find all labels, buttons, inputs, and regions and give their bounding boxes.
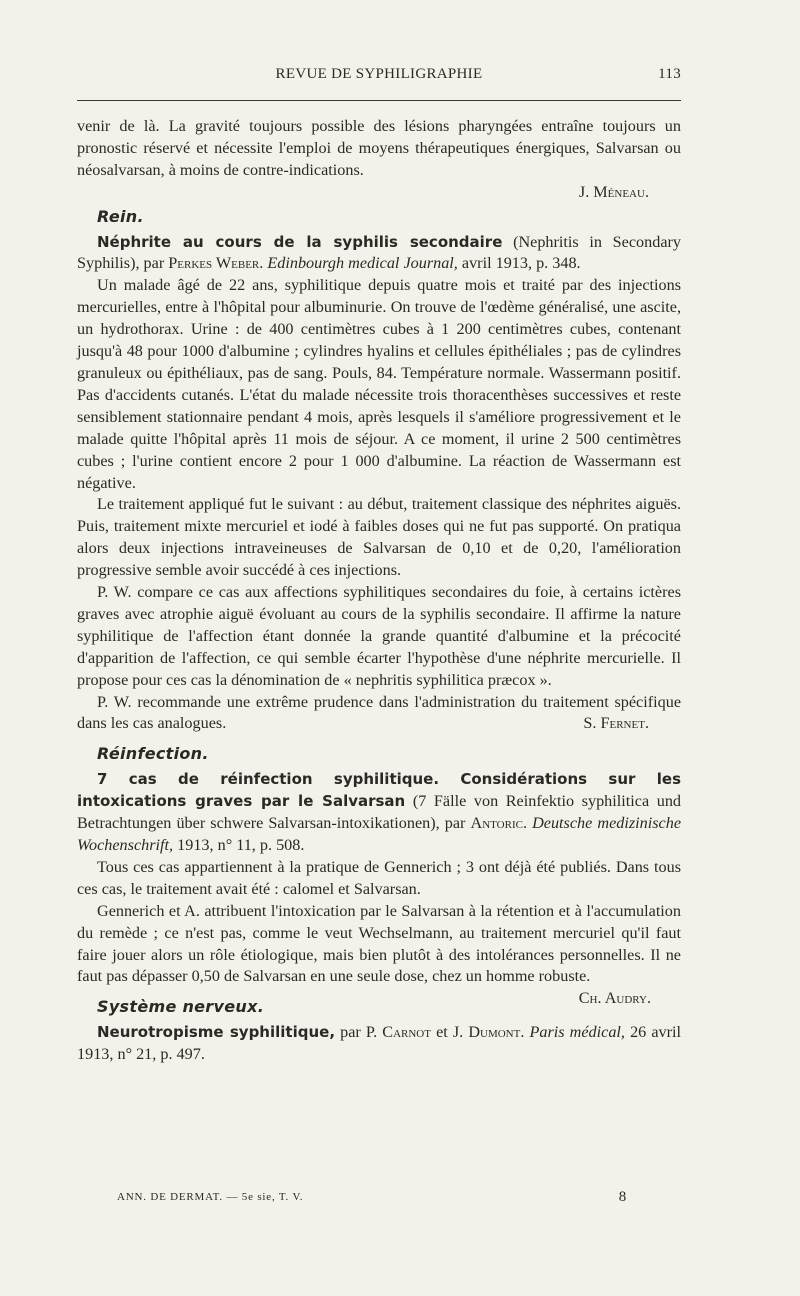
paragraph: Gennerich et A. attribuent l'intoxication par le Salvarsan à la rétention et à l'accumulation du remède ; ce n'est pas, comme le veut Wechselmann, au traitement mercuriel qu'il faut faire jouer alors un rôle étiologique, mais bien plutôt à des intolérances personnelles. Il ne faut pas dépasser 0,50 de Salvarsan en une seule dose, chez un homme robuste. Ch. Audry. [77, 901, 681, 989]
body-text [77, 116, 681, 1066]
article-citation-nerveux: Neurotropisme syphilitique, par P. Carnot et J. Dumont. Paris médical, 26 avril 1913, n° 21, p. 497. [77, 1023, 682, 1064]
article-title: Neurotropisme syphilitique, [97, 1023, 336, 1042]
author: Antoric. [470, 814, 527, 833]
journal-name: Paris médical, [529, 1023, 625, 1042]
page-number: 113 [658, 66, 681, 82]
continued-paragraph: venir de là. La gravité toujours possible des lésions pharyngées entraîne toujours un pronostic réservé et nécessite l'emploi de moyens thérapeutiques énergiques, Salvarsan ou néosalvarsan, à moins de contre-indications. [77, 117, 681, 179]
signature-fernet: S. Fernet. [583, 714, 649, 733]
journal-title: REVUE DE SYPHILIGRAPHIE [275, 66, 483, 82]
running-header [77, 64, 681, 88]
article-title: Néphrite au cours de la syphilis secondaire [97, 232, 503, 251]
header-rule [77, 100, 681, 101]
article-title: 7 cas de réinfection syphilitique. Considérations sur les intoxications graves par le Salvarsan [77, 770, 681, 811]
paragraph: P. W. compare ce cas aux affections syphilitiques secondaires du foie, à certains ictères graves avec atrophie aiguë évoluant au cours de la syphilis secondaire. Il affirme la nature syphilitique de l'affection étant donnée la grande quantité d'albumine et la précocité d'apparition de l'affection, ce qui semble écarter l'hypothèse d'une néphrite mercurielle. Il propose pour ces cas la dénomination de « nephritis syphilitica præcox ». [77, 583, 681, 689]
sheet-number: 8 [618, 1189, 627, 1205]
section-heading-nerveux: Système nerveux. [97, 997, 265, 1017]
section-heading-rein: Rein. [97, 206, 144, 226]
page-footer [117, 1191, 627, 1203]
section-heading-reinfection: Réinfection. [97, 744, 209, 764]
author: Perkes Weber. [168, 254, 264, 273]
article-citation-rein: Néphrite au cours de la syphilis secondaire (Nephritis in Secondary Syphilis), par Perkes Weber. Edinbourgh medical Journal, avril 1913, p. 348. [77, 232, 681, 273]
paragraph: Tous ces cas appartiennent à la pratique de Gennerich ; 3 ont déjà été publiés. Dans tous ces cas, le traitement avait été : calomel et Salvarsan. [77, 857, 681, 898]
paragraph: Le traitement appliqué fut le suivant : au début, traitement classique des néphrites aiguës. Puis, traitement mixte mercuriel et iodé à faibles doses qui ne fut pas supporté. On pratiqua alors deux injections intraveineuses de Salvarsan de 0,10 et de 0,20, l'amélioration progressive semble avoir succédé à ces injections. [77, 495, 681, 580]
author: Carnot [382, 1023, 431, 1042]
article-citation-reinfection: 7 cas de réinfection syphilitique. Considérations sur les intoxications graves par le Salvarsan (7 Fälle von Reinfektio syphilitica und Betrachtungen über schwere Salvarsan-intoxikationen), par Antoric. Deutsche medizinische Wochenschrift, 1913, n° 11, p. 508. [77, 770, 682, 854]
paragraph: Un malade âgé de 22 ans, syphilitique depuis quatre mois et traité par des injections mercurielles, entre à l'hôpital pour albuminurie. On trouve de l'œdème généralisé, une ascite, un hydrothorax. Urine : de 400 centimètres cubes à 1 200 centimètres cubes, contenant jusqu'à 48 pour 1000 d'albumine ; cylindres hyalins et cellules épithéliales ; pas de cylindres granuleux ou épithéliaux, pas de sang. Pouls, 84. Température normale. Wassermann positif. Pas d'accidents cutanés. L'état du malade nécessite trois thoracenthèses successives et reste sensiblement stationnaire pendant 4 mois, après lesquels il s'améliore progressivement et le malade quitte l'hôpital après 11 mois de séjour. A ce moment, il urine 2 500 centimètres cubes ; l'urine contient encore 2 pour 1 000 d'albumine. La réaction de Wassermann est négative. [77, 276, 681, 492]
paragraph: P. W. recommande une extrême prudence dans l'administration du traitement spécifique dans les cas analogues. S. Fernet. [77, 692, 681, 736]
author: Dumont. [468, 1023, 525, 1042]
journal-name: Deutsche medizinische Wochenschrift, [77, 814, 681, 854]
signature-meneau: J. Méneau. [578, 182, 649, 201]
footer-signature-mark: ANN. DE DERMAT. — 5e sie, T. V. [117, 1191, 304, 1203]
signature-audry: Ch. Audry. [578, 989, 651, 1008]
journal-name: Edinbourgh medical Journal, [267, 254, 458, 273]
